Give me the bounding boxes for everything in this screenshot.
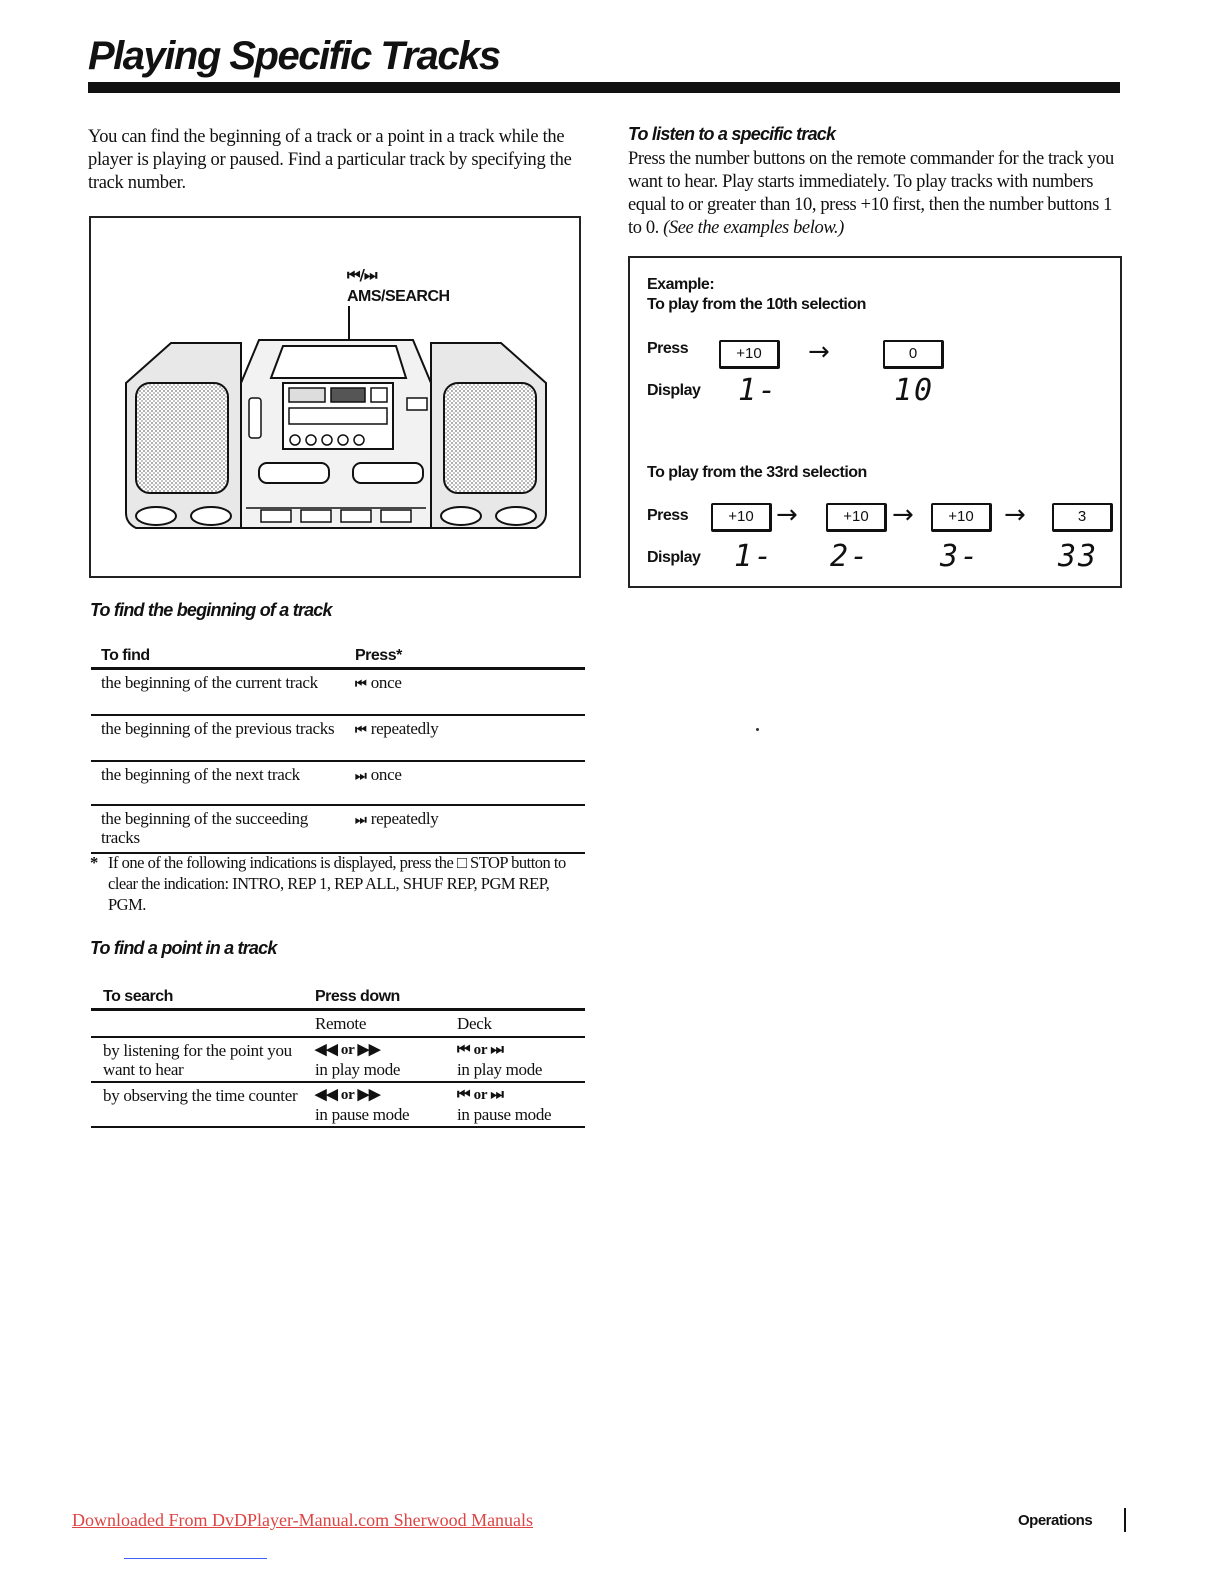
stray-dot: [756, 728, 759, 731]
deck-symbols: ⏮ or ⏭: [457, 1042, 504, 1058]
col-to-find: To find: [91, 643, 345, 669]
remote-symbols: ◀◀ or ▶▶: [315, 1042, 381, 1058]
boombox-figure: [89, 216, 581, 578]
arrow-icon: →: [776, 500, 798, 530]
find-cell: the beginning of the next track: [91, 761, 345, 805]
listen-ref: (See the examples below.): [663, 218, 844, 238]
search-cell: by observing the time counter: [91, 1082, 303, 1127]
display-readout: 3-: [940, 539, 981, 574]
table-row: [91, 669, 585, 716]
find-cell: the beginning of the previous tracks: [91, 715, 345, 761]
zero-key: 0: [883, 340, 944, 369]
col-to-search: To search: [91, 984, 303, 1010]
col-press-down: Press down: [303, 984, 585, 1010]
center-unit: [241, 340, 431, 528]
display-label: Display: [647, 549, 701, 566]
plus10-key: +10: [931, 503, 992, 532]
deck-mode: in pause mode: [457, 1105, 552, 1124]
search-cell: by listening for the point you want to hear: [91, 1037, 303, 1082]
find-point-heading: To find a point in a track: [90, 938, 277, 958]
footer-underline: [124, 1558, 267, 1559]
press-text: repeatedly: [370, 719, 439, 738]
subheader-remote: Remote: [303, 1010, 445, 1038]
footnote-marker: *: [90, 853, 98, 872]
subheader-row: [91, 1010, 585, 1038]
table-row: [91, 1037, 585, 1082]
press-cell: [345, 715, 585, 761]
press-text: once: [370, 765, 402, 784]
right-speaker: [431, 343, 546, 528]
arrow-icon: →: [892, 500, 914, 530]
footer-download-link[interactable]: Downloaded From DvDPlayer-Manual.com Sherwood Manuals: [72, 1510, 534, 1530]
display-label: Display: [647, 382, 701, 399]
remote-symbols: ◀◀ or ▶▶: [315, 1087, 381, 1103]
example-10th-title: To play from the 10th selection: [647, 296, 866, 313]
intro-paragraph: You can find the beginning of a track or a point in a track while the player is playing or paused. Find a particular track by specifying the track number.: [88, 127, 572, 193]
find-beginning-heading: To find the beginning of a track: [90, 600, 332, 620]
table-row: [91, 805, 585, 853]
find-point-table: [91, 984, 585, 1128]
press-label: Press: [647, 507, 689, 524]
subheader-deck: Deck: [445, 1010, 585, 1038]
press-cell: [345, 805, 585, 853]
display-readout: 33: [1058, 539, 1099, 574]
page-title: Playing Specific Tracks: [88, 34, 500, 78]
display-readout: 10: [894, 373, 935, 408]
boombox-illustration: [91, 218, 581, 578]
next-track-icon: ⏭: [355, 769, 365, 784]
plus10-key: +10: [826, 503, 887, 532]
example-label: Example:: [647, 276, 715, 293]
plus10-key: +10: [711, 503, 772, 532]
arrow-icon: →: [1004, 500, 1026, 530]
find-cell: the beginning of the succeeding tracks: [91, 805, 345, 853]
footer-section-label: Operations: [1018, 1512, 1093, 1529]
remote-mode: in pause mode: [315, 1105, 410, 1124]
find-cell: the beginning of the current track: [91, 669, 345, 716]
title-rule: [88, 82, 1120, 93]
arrow-icon: →: [808, 337, 830, 367]
col-press: Press*: [345, 643, 585, 669]
deck-mode: in play mode: [457, 1060, 543, 1079]
listen-heading: To listen to a specific track: [628, 124, 836, 144]
table-row: [91, 1082, 585, 1127]
footnote-text: If one of the following indications is displayed, press the □ STOP button to clear the indication: INTRO, REP 1, REP ALL, SHUF REP, PGM REP, PGM.: [108, 853, 566, 914]
footnote: [90, 852, 590, 915]
left-speaker: [126, 343, 241, 528]
display-readout: 1-: [734, 539, 775, 574]
display-readout: 1-: [738, 373, 779, 408]
example-33rd-title: To play from the 33rd selection: [647, 464, 867, 481]
prev-track-icon: ⏮: [355, 723, 365, 738]
ams-search-label: AMS/SEARCH: [347, 288, 450, 305]
footer-bar: [1124, 1508, 1126, 1532]
remote-cell: [303, 1082, 445, 1127]
remote-cell: [303, 1037, 445, 1082]
press-cell: [345, 669, 585, 716]
find-beginning-table: [91, 643, 585, 854]
press-label: Press: [647, 340, 689, 357]
ams-symbols: ⏮/⏭: [347, 266, 377, 284]
press-text: once: [370, 673, 402, 692]
next-track-icon: ⏭: [355, 813, 365, 828]
table-row: [91, 761, 585, 805]
example-box: [628, 256, 1122, 588]
press-text: repeatedly: [370, 809, 439, 828]
plus10-key: +10: [719, 340, 780, 369]
prev-track-icon: ⏮: [355, 677, 365, 692]
listen-body: Press the number buttons on the remote commander for the track you want to hear. Play starts immediately. To play tracks with numbers equal to or greater than 10, press +10 first, then the number buttons 1 to 0.: [628, 149, 1114, 238]
deck-cell: [445, 1037, 585, 1082]
deck-symbols: ⏮ or ⏭: [457, 1087, 504, 1103]
deck-cell: [445, 1082, 585, 1127]
listen-paragraph: [628, 148, 1122, 240]
table-row: [91, 715, 585, 761]
press-cell: [345, 761, 585, 805]
display-readout: 2-: [830, 539, 871, 574]
three-key: 3: [1052, 503, 1113, 532]
remote-mode: in play mode: [315, 1060, 401, 1079]
